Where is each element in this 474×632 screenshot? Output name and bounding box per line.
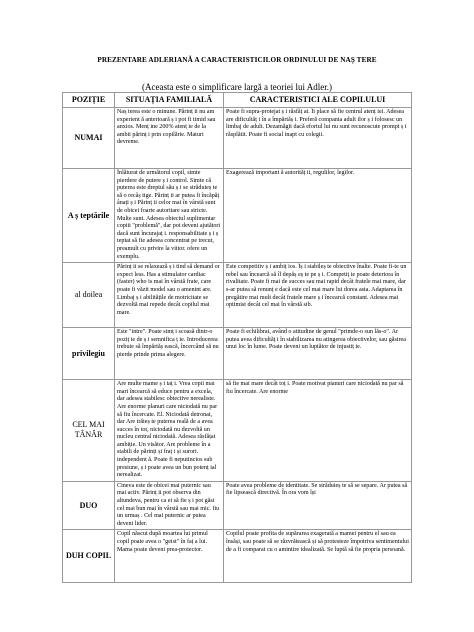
- page-title: PREZENTARE ADLERIANĂ A CARACTERISTICILOR ORDINULUI DE NAȘ TERE: [97, 56, 377, 64]
- situation-cell: Copil născut după moartea lui primul copil poate avea o "geist" în faț a lui. Mama poate deveni prea-protector.: [115, 530, 224, 583]
- table-row: [63, 108, 412, 169]
- table-row: [63, 481, 412, 530]
- characteristics-cell: Este competitiv ș i ambiț ios. Îș i stabileș te obiective înalte. Poate fi-te un rebel sau încearcă să îl depăș eș te pe ș i. Competiț ie poate deteriora în rivalitate. Poate fi mai de succes sau mai rapid decât fratele mai mare, dar s-ar putea să renunț e dacă este cel mai mare lui dorea asta. Adaptarea în pregătire mai mult decât fratele mare ș i încearcă constant. Adesea mai optimist decât cel mai în vârstă sib.: [224, 263, 412, 328]
- birth-order-table: [62, 92, 412, 583]
- column-header-position: POZIȚIE: [63, 93, 115, 108]
- situation-cell: Cineva este de obicei mai puternic sau mai activ. Părinț ii pot observa din altundeva, pentru ca ei să fie ș i pot găsi cel mai bun mai în vârstă sau mai mic. fiu un urmaș . Cel mai puternic ar putea deveni lider.: [115, 481, 224, 530]
- table-row: [63, 380, 412, 482]
- characteristics-cell: Poate avea probleme de identitate. Se străduieș te să se separe. Ar putea să fie lipsească directivă. În ora vom își: [224, 481, 412, 530]
- position-cell: NUMAI: [63, 108, 115, 169]
- characteristics-cell: Poate fi echilibrat, având o atitudine de genul "primde-o sun lăs-o". Ar putea avea dificultăț i în stabilizarea nu atingerea obiectivelor, sau găsirea unui loc în lume. Poate deveni un luptător de injustiț ie.: [224, 328, 412, 380]
- table-row: [63, 530, 412, 583]
- situation-cell: Este "intre". Poate simț i scoasă dintr-o poziț ie de ș i semnifica ț ie. Introducerea trebuie să împărtăș ească, încercând să nu pierde prinde prima alegere.: [115, 328, 224, 380]
- situation-cell: Are multe mame ș i taț i. Vrea copii mai mari încearcă să educe pentru a excela, dar adesea stabilesc obiective nerealiste. Are enorme planuri care niciodată nu par să fiu încercate. El. Niciodată detronat, dar Are trăieș te puterea reală de a avea succes în tot, niciodată nu dezvoltă un nucleu central niciodată. Adesea răsfățat ambiție. Un visător. Are probleme în a stabili de părinți și fraț i și surori. independent ă. Poate fi neputincios sub presiune, ș i poate avea un bun potenț ial nerealizat.: [115, 380, 224, 482]
- table-header-row: [63, 93, 412, 108]
- column-header-child-characteristics: CARACTERISTICI ALE COPILULUI: [224, 93, 412, 108]
- characteristics-cell: să fie mai mare decât toț i. Poate motivat pianuri care niciodată nu par să fiu încercate. Are enorme: [224, 380, 412, 482]
- table-row: [63, 169, 412, 263]
- column-header-family-situation: SITUAȚIA FAMILIALĂ: [115, 93, 224, 108]
- situation-cell: Naș terea este o minune. Părinț ii nu am experient ă anterioară ș i pot fi timid sau anxios. Menț ine 200% atenț ie de la ambii părinț i prin copilărie. Maturi devreme.: [115, 108, 224, 169]
- position-cell: DUO: [63, 481, 115, 530]
- characteristics-cell: Poate fi supra-protejat ș i răsfăț at. Îi place să fie centrul atenț iei. Adesea are dificultăț i în a împărtăș i. Preferă compania adult ilor ș i folosesc un limbaj de adult. Dezamăgit dacă efortul lui nu sunt recunoscute prompt ș i răsplătit. Poate fi social inapt cu colegii.: [224, 108, 412, 169]
- table-row: [63, 328, 412, 380]
- position-cell: A ș teptările: [63, 169, 115, 263]
- page-subtitle: (Aceasta este o simplificare largă a teoriei lui Adler.): [141, 82, 332, 92]
- table-row: [63, 263, 412, 328]
- position-cell: DUH COPIL: [63, 530, 115, 583]
- position-cell: privilegiu: [63, 328, 115, 380]
- position-cell: CEL MAI TÂNĂR: [63, 380, 115, 482]
- position-cell: al doilea: [63, 263, 115, 328]
- situation-cell: Înlăturat de următorul copil, simte pierdere de putere ș i control. Simte că puterea este dreptul său ș i se străduieș te să o recâș tige. Părinț ii ar putea fi încăpăț ânați ș i Părinț ii celor mai în vârstă sunt de obicei foarte autoritare sau stricte. Multe sunt. Adesea obiectul suplimentar copiii "problemă", dar pot deveni ajutători dacă sunt încurajaț i. responsabilitate ș i ș teptat să fie adesea concentrat pe trecut, preamult cu privire la viitor. ofere un exemplu.: [115, 169, 224, 263]
- characteristics-cell: Copilul poate profita de supărarea exagerată a mamei pentru el sau ea însăși, sau poate să se răzvrătească și să protesteze împotriva sentimentului de a fi comparat cu o amintire idealizată. Se luptă să fie propria persoană.: [224, 530, 412, 583]
- situation-cell: Părinț ii se relaxează ș i tind să demand or expect less. Has a stimulator cardiac (faster) who is mai în vârstă frate, care poate fi văzit model sau o amenint are. Limbaj ș i abilitățile de motricitate se dezvoltă mai repede decât copilul mai mare.: [115, 263, 224, 328]
- characteristics-cell: Exagerează important ă autorităț ii, regulilor, legilor.: [224, 169, 412, 263]
